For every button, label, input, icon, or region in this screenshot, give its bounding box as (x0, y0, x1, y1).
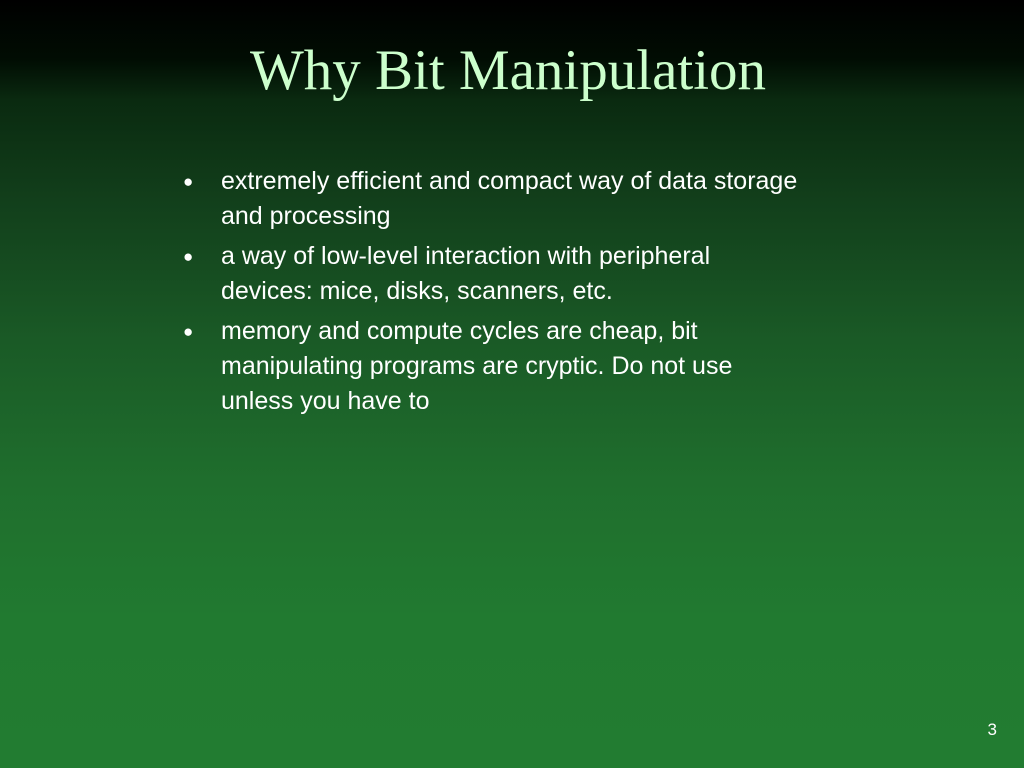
bullet-text (221, 239, 900, 309)
bullet-line: a way of low-level interaction with peripheral (221, 242, 711, 270)
bullet-item (180, 239, 900, 309)
bullet-line: and processing (221, 202, 391, 230)
bullet-line: manipulating programs are cryptic. Do not use (221, 352, 733, 380)
bullet-line: devices: mice, disks, scanners, etc. (221, 277, 613, 305)
slide-number: 3 (987, 720, 997, 739)
bullet-text (221, 164, 900, 234)
bullet-line: unless you have to (221, 387, 430, 415)
slide-title: Why Bit Manipulation (249, 39, 767, 102)
bullet-item (180, 314, 900, 419)
bullet-list (180, 164, 900, 424)
bullet-icon: ● (183, 247, 194, 266)
bullet-text (221, 314, 900, 419)
bullet-line: extremely efficient and compact way of data storage (221, 167, 798, 195)
bullet-icon: ● (183, 172, 194, 191)
bullet-icon: ● (183, 322, 194, 341)
bullet-line: memory and compute cycles are cheap, bit (221, 317, 698, 345)
bullet-item (180, 164, 900, 234)
